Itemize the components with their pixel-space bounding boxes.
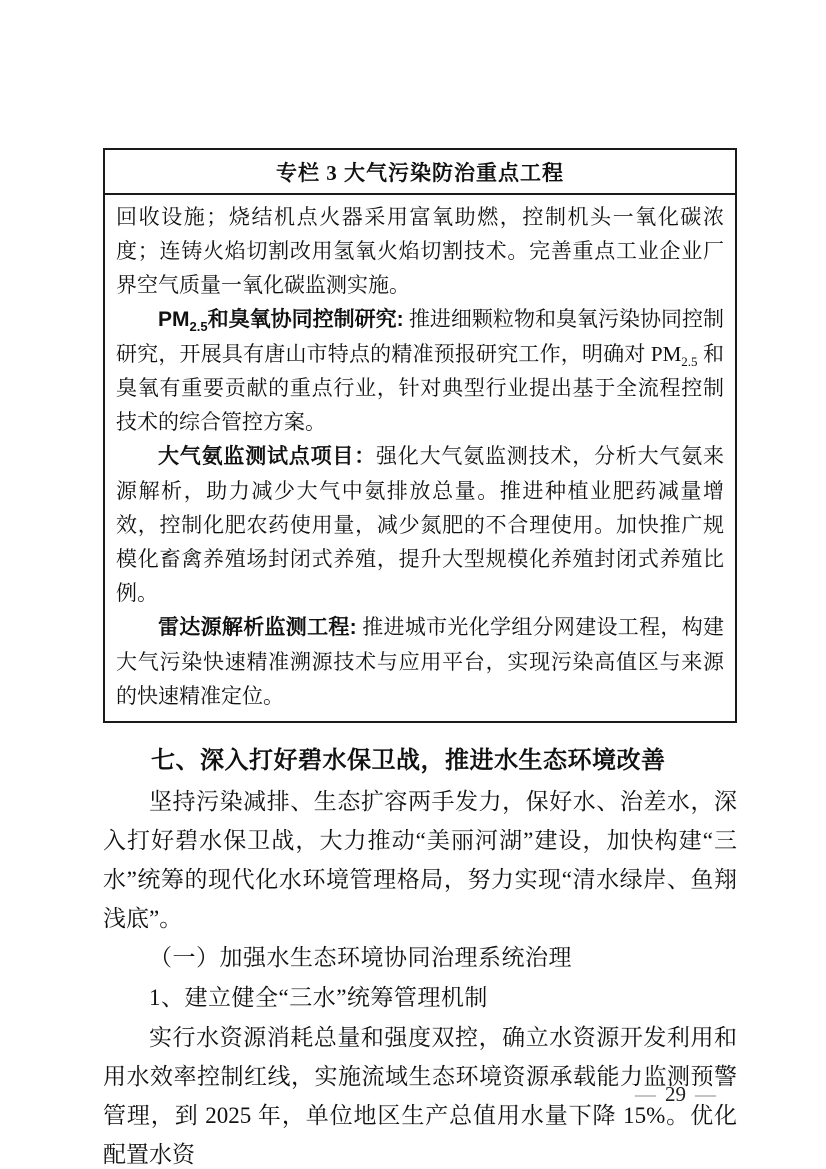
ammonia-label: 大气氨监测试点项目： bbox=[158, 445, 376, 468]
sub-heading-1: （一）加强水生态环境协同治理系统治理 bbox=[149, 945, 572, 970]
ammonia-text: 强化大气氨监测技术，分析大气氨来源解析，助力减少大气中氨排放总量。推进种植业肥药减量增效，控制化肥农药使用量，减少氮肥的不合理使用。加快推广规模化畜禽养殖场封闭式养殖，提升大型规模化养殖封闭式养殖比例。 bbox=[116, 444, 724, 605]
radar-label: 雷达源解析监测工程: bbox=[158, 616, 357, 639]
pm25-label-subscript: 2.5 bbox=[189, 319, 208, 335]
page-content bbox=[103, 148, 737, 1169]
section-intro-paragraph: 坚持污染减排、生态扩容两手发力，保好水、治差水，深入打好碧水保卫战，大力推动“美丽河湖”建设，加快构建“三水”统筹的现代化水环境管理格局，努力实现“清水绿岸、鱼翔浅底”。 bbox=[103, 789, 737, 931]
sub-heading-2: 1、建立健全“三水”统筹管理机制 bbox=[149, 985, 488, 1010]
pm25-text-after-sub: 和臭氧有重要贡献的重点行业，针对典型行业提出基于全流程控制技术的综合管控方案。 bbox=[116, 342, 724, 434]
pm25-text-before-sub: 推进细颗粒物和臭氧污染协同控制研究，开展具有唐山市特点的精准预报研究工作，明确对 PM bbox=[116, 307, 724, 366]
radar-text: 推进城市光化学组分网建设工程，构建大气污染快速精准溯源技术与应用平台，实现污染高值区与来源的快速精准定位。 bbox=[116, 615, 725, 708]
section-body-paragraph: 实行水资源消耗总量和强度双控，确立水资源开发利用和用水效率控制红线，实施流域生态环境资源承载能力监测预警管理，到 2025 年，单位地区生产总值用水量下降 15%。优化配置水资 bbox=[103, 1025, 737, 1167]
feature-box-title: 专栏 3 大气污染防治重点工程 bbox=[105, 150, 735, 195]
pm25-label bbox=[158, 308, 404, 335]
page-number bbox=[626, 1082, 725, 1107]
box-paragraph-ammonia bbox=[116, 439, 724, 610]
feature-box-body bbox=[105, 195, 735, 721]
pm25-label-suffix: 和臭氧协同控制研究: bbox=[207, 308, 404, 331]
box-paragraph-pm25 bbox=[116, 302, 724, 439]
page-number-dash-left: — bbox=[635, 1082, 656, 1106]
page-number-value: 29 bbox=[665, 1082, 686, 1106]
pm25-label-prefix: PM bbox=[158, 308, 190, 331]
box-paragraph-continued bbox=[116, 200, 724, 302]
box-paragraph-radar bbox=[116, 610, 724, 713]
section-heading: 七、深入打好碧水保卫战，推进水生态环境改善 bbox=[151, 747, 666, 774]
pm25-text-subscript: 2.5 bbox=[681, 354, 698, 370]
box-paragraph-continued-text: 回收设施；烧结机点火器采用富氧助燃，控制机头一氧化碳浓度；连铸火焰切割改用氢氧火焰切割技术。完善重点工业企业厂界空气质量一氧化碳监测实施。 bbox=[116, 205, 724, 297]
feature-box bbox=[103, 148, 737, 723]
page-number-dash-right: — bbox=[695, 1082, 716, 1106]
